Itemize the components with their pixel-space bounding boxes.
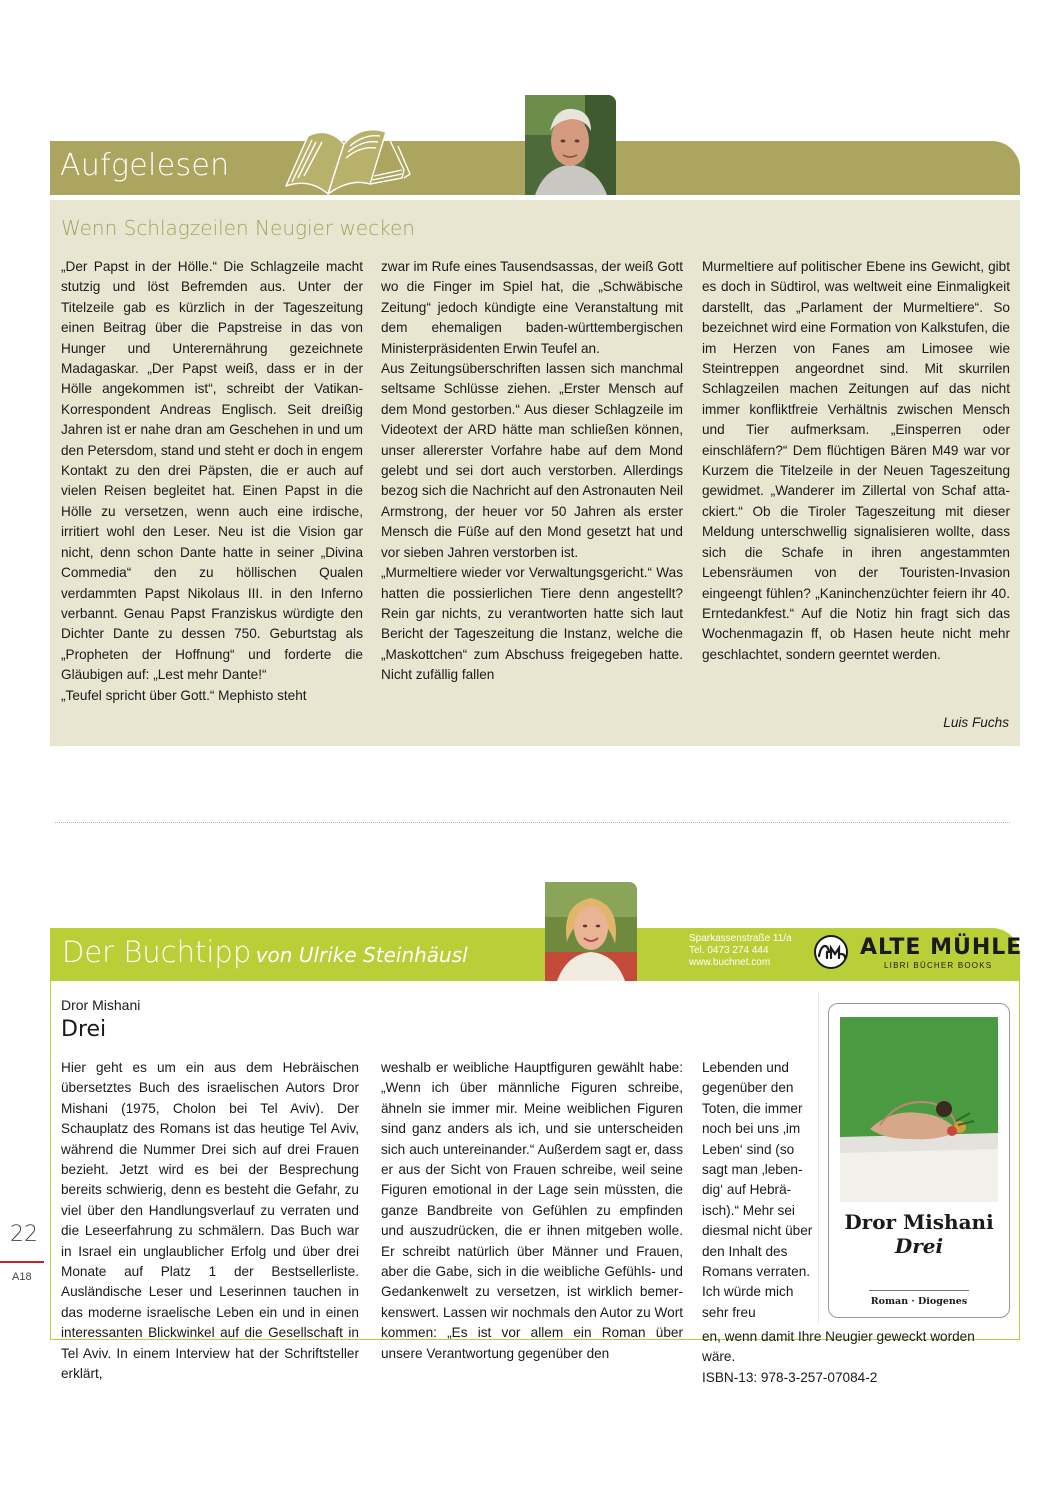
- book-author: Dror Mishani: [61, 997, 141, 1013]
- buchtipp-column-1: [61, 1058, 359, 1385]
- bookshop-contact: [689, 933, 792, 969]
- buchtipp-byline: von Ulrike Steinhäusl: [255, 943, 468, 967]
- paragraph: zwar im Rufe eines Tausendsassas, der weiß Gott wo die Finger im Spiel hat, die „Schwäbische Zeitung“ jedoch kündigte eine Veranstaltung mit dem ehemaligen baden-württembergischen Ministerpräsidenten Erwin Teufel an.: [381, 259, 683, 356]
- cover-rule: [869, 1290, 969, 1291]
- paragraph: Murmeltiere auf politischer Ebene ins Gewicht, gibt es doch in Südtirol, was weltweit eine Einmaligkeit darstellt, das „Parlament der Murmeltiere“. So bezeichnet wird eine Formation von Kalkstufen, die im Herzen von Fanes am Limosee wie Steintreppen angeordnet sind. Mit skurrilen Schlagzeilen machen Zeitungen auf das nicht immer konfliktfreie Verhältnis zwischen Mensch und Tier aufmerksam. „Einsperren oder einschläfern?“ Dem flüchtigen Bären M49 war vor Kurzem die Titelzeile in der Neuen Tageszeitung gewidmet. „Wanderer im Zillertal von Schaf attackiert.“ Ob die Tiroler Tageszeitung mit dieser Meldung unterschwellig signalisieren wollte, dass sich die Schafe in ihren angestammten Lebensräumen von der Touristen-Invasion eingeengt fühlen? „Kaninchenzüchter feiern ihr 40. Erntedankfest.“ Auf die Notiz hin fragt sich das Wochenmagazin ff, ob Hasen heute nicht mehr geschlachtet, sondern geerntet werden.: [702, 259, 1010, 662]
- buchtipp-title-main: Der Buchtipp: [62, 935, 252, 969]
- paragraph: weshalb er weibliche Hauptfiguren gewählt habe: „Wenn ich über männliche Figuren schreibe, ähneln sie immer mir. Meine weiblichen Figuren sind ganz anders als ich, und sie unterscheiden sich auch untereinander.“ Außerdem sagt er, dass er aus der Sicht von Frauen schreibe, weil seine Figuren emotional in der Lage sein müssten, die ganze Bandbreite von Gefühlen zu empfinden und auszudrücken, die er ihnen mitgeben wolle. Er schreibt natürlich über Männer und Frauen, aber die Gabe, sich in die weibliche Gefühls- und Gedankenwelt zu versetzen, ist wirklich bemerkenswert. Lassen wir nochmals den Autor zu Wort kommen: „Es ist vor allem ein Roman über unsere Verantwortung gegenüber den: [381, 1060, 683, 1361]
- aufgelesen-subtitle: Wenn Schlagzeilen Neugier wecken: [61, 216, 415, 240]
- paragraph: Lebenden und gegenüber den Toten, die immer noch bei uns ‚im Leben‘ sind (so sagt man ‚lebendig‘ auf Hebräisch).“ Mehr sei diesmal nicht über den Inhalt des Romans verraten. Ich würde mich sehr freu: [702, 1060, 813, 1320]
- book-title: Drei: [61, 1017, 107, 1042]
- open-book-icon: [278, 116, 416, 196]
- page-number-rule: [0, 1261, 44, 1263]
- paragraph: Aus Zeitungsüberschriften lassen sich manchmal seltsame Schlüsse ziehen. „Erster Mensch auf dem Mond gestorben.“ Aus dieser Schlagzeile im Videotext der ARD hätte man schließen können, unser allererster Vorfahre habe auf dem Mond gelebt und sei dort auch verstorben. Allerdings bezog sich die Nachricht auf den Astronauten Neil Armstrong, der heuer vor 50 Jahren als erster Mensch die Füße auf den Mond gesetzt hat und vor sieben Jahren verstorben ist.: [381, 361, 683, 560]
- isbn: ISBN-13: 978-3-257-07084-2: [702, 1369, 878, 1385]
- article-author: Luis Fuchs: [943, 715, 1009, 730]
- page-number: 22: [10, 1222, 38, 1247]
- bookshop-logo-sub: LIBRI BÜCHER BOOKS: [884, 961, 993, 970]
- paragraph: „Murmeltiere wieder vor Verwaltungsgericht.“ Was hatten die possierlichen Tiere denn angestellt? Rein gar nichts, zu verantworten hatte sich laut Bericht der Tageszeitung die Instanz, welche die „Maskottchen“ zum Abschuss freigegeben hatte. Nicht zufällig fallen: [381, 565, 683, 683]
- buchtipp-column-3-continued: [702, 1327, 1010, 1388]
- cover-title: Drei: [894, 1234, 944, 1258]
- bookshop-website[interactable]: www.buchnet.com: [689, 957, 771, 968]
- aufgelesen-title: Aufgelesen: [60, 148, 230, 183]
- buchtipp-column-2: [381, 1058, 683, 1364]
- aufgelesen-column-3: [702, 257, 1010, 665]
- bookshop-phone: Tel. 0473 274 444: [689, 945, 769, 956]
- author-photo-luis-fuchs: [525, 95, 616, 195]
- book-cover: [828, 1003, 1010, 1318]
- book-cover-image: [840, 1017, 998, 1202]
- buchtipp-title: [62, 935, 468, 969]
- paragraph: „Der Papst in der Hölle.“ Die Schlagzeile macht stutzig und löst Befremden aus. Unter der Titelzeile gab es kürzlich in der Tageszeitung einen Beitrag über die Papstreise in das von Hunger und Unterernährung gezeichnete Madagaskar. „Der Papst weiß, dass er in der Hölle angekommen ist“, schreibt der Vatikan-Korrespondent Andreas Englisch. Seit dreißig Jahren ist er nahe dran am Geschehen in und um den Petersdom, stand und steht er doch in engem Kontakt zu den drei Päpsten, die er auch auf vielen Reisen begleitet hat. Einen Papst in die Hölle zu versetzen, wenn auch eine irdische, irritiert wohl den Leser. Neu ist die Vision gar nicht, denn schon Dante hatte in seiner „Divina Commedia“ den zu höllischen Qualen verdammten Papst Nikolaus III. in den Inferno verbannt. Genau Papst Franziskus würdigte den Dichter Dante zu dessen 750. Geburtstag als „Propheten der Hoffnung“ und forderte die Gläubigen auf: „Lest mehr Dante!“: [61, 259, 363, 683]
- aufgelesen-column-1: [61, 257, 363, 706]
- paragraph: Hier geht es um ein aus dem Hebräischen übersetztes Buch des israelischen Autors Dror Mishani (1975, Cholon bei Tel Aviv). Der Schauplatz des Romans ist das heutige Tel Aviv, während die Nummer Drei sich auf drei Frauen bezieht. Jetzt wird es bei der Besprechung bereits schwierig, denn es besteht die Gefahr, zu viel über den Handlungsverlauf zu verraten und die Leseerfahrung zu schmälern. Das Buch war in Israel ein unglaublicher Erfolg und über drei Monate auf Platz 1 der Bestsellerliste. Ausländische Leser und Leserinnen tauchen in das moderne israelische Leben ein und in einen interessanten Blickwinkel auf die Gesellschaft in Tel Aviv. In einem Interview hat der Schriftsteller erklärt,: [61, 1060, 359, 1382]
- section-divider: [55, 822, 1010, 823]
- cover-publisher: Roman · Diogenes: [870, 1296, 968, 1307]
- author-photo-ulrike-steinhaeusl: [545, 882, 637, 981]
- paragraph: „Teufel spricht über Gott.“ Mephisto steht: [61, 687, 307, 703]
- paragraph: en, wenn damit Ihre Neugier geweckt worden wäre.: [702, 1329, 975, 1365]
- bookshop-logo-name: ALTE MÜHLE: [860, 935, 1023, 960]
- cover-author: Dror Mishani: [844, 1210, 994, 1234]
- alte-muehle-logo-icon: [807, 934, 855, 970]
- aufgelesen-column-2: [381, 257, 683, 686]
- bookshop-address: Sparkassenstraße 11/a: [689, 933, 792, 944]
- page-code: A18: [12, 1271, 32, 1283]
- buchtipp-column-3: [702, 1058, 817, 1323]
